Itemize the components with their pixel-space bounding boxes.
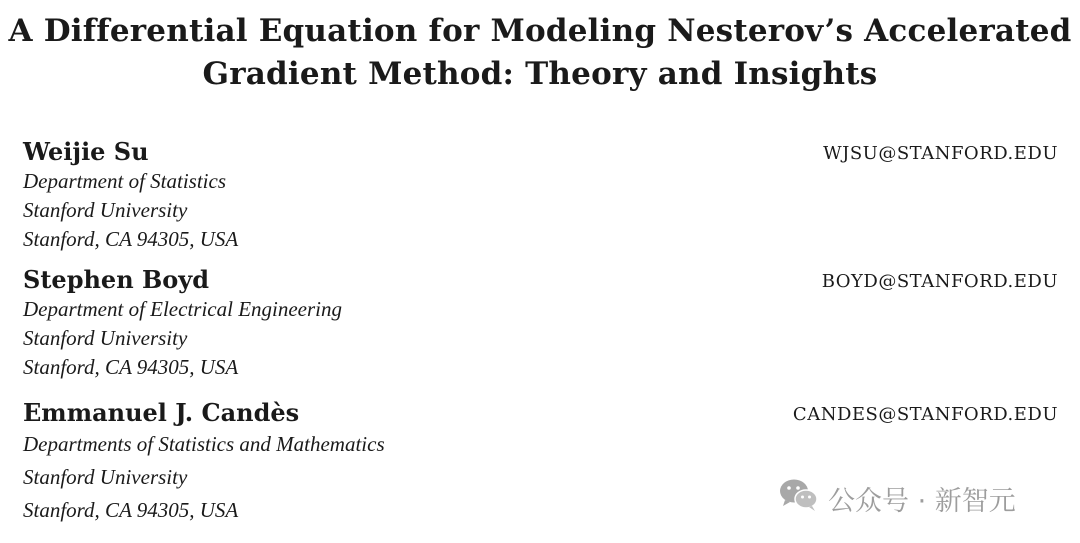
author-email: CANDES@STANFORD.EDU — [792, 404, 1058, 425]
author-name: Emmanuel J. Candès — [23, 398, 300, 427]
wechat-icon — [778, 477, 828, 520]
author-department: Department of Statistics — [23, 169, 226, 193]
author-block-1 — [23, 137, 1058, 254]
author-name: Stephen Boyd — [23, 265, 210, 294]
watermark-text: 公众号 · 新智元 — [828, 485, 1016, 517]
paper-title — [0, 10, 1080, 96]
author-department: Department of Electrical Engineering — [23, 297, 343, 321]
author-block-2 — [23, 265, 1058, 382]
title-line-2: Gradient Method: Theory and Insights — [202, 56, 878, 92]
author-university: Stanford University — [23, 198, 188, 222]
author-name: Weijie Su — [23, 137, 149, 166]
author-address: Stanford, CA 94305, USA — [23, 227, 239, 251]
author-university: Stanford University — [23, 465, 188, 489]
author-department: Departments of Statistics and Mathematics — [23, 432, 385, 456]
author-address: Stanford, CA 94305, USA — [23, 498, 239, 522]
author-address: Stanford, CA 94305, USA — [23, 355, 239, 379]
title-line-1: A Differential Equation for Modeling Nesterov’s Accelerated — [8, 13, 1072, 49]
watermark — [778, 478, 1016, 518]
author-university: Stanford University — [23, 326, 188, 350]
author-email: WJSU@STANFORD.EDU — [823, 143, 1058, 164]
author-email: BOYD@STANFORD.EDU — [821, 271, 1058, 292]
